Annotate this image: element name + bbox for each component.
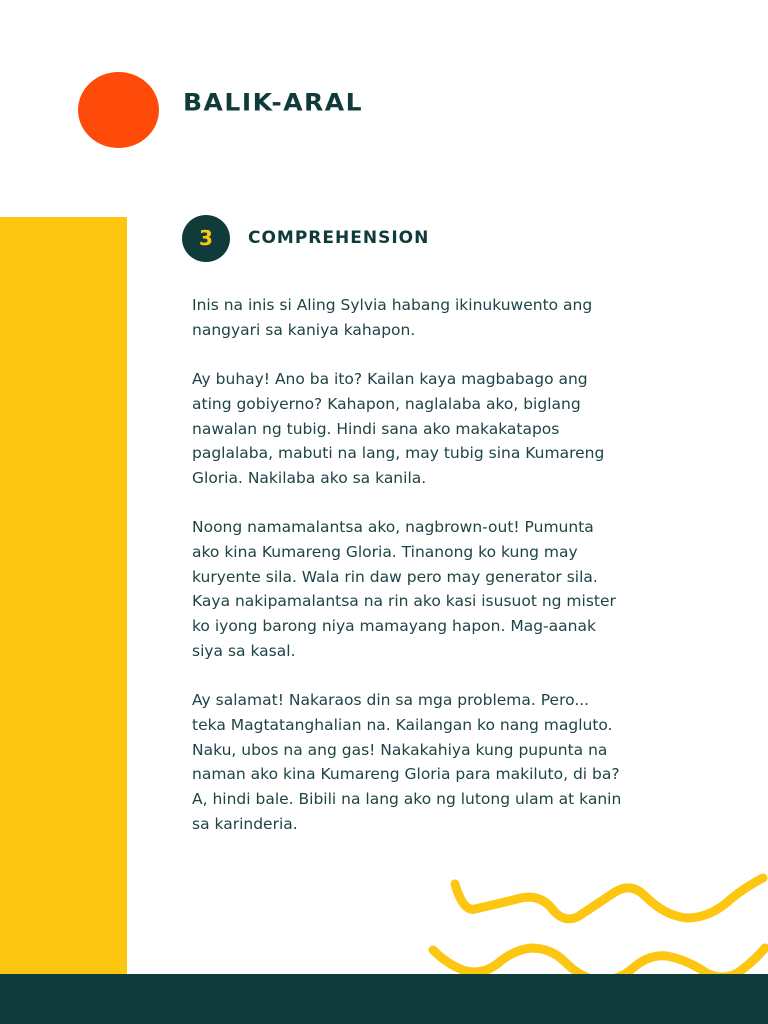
page-title: BALIK-ARAL	[183, 88, 364, 117]
story-text	[192, 293, 622, 861]
zigzag-wave-top	[455, 878, 763, 919]
paragraph-4: Ay salamat! Nakaraos din sa mga problema. Pero... teka Magtatanghalian na. Kailangan ko nang magluto. Naku, ubos na ang gas! Nakakahiya kung pupunta na naman ako kina Kumareng Gloria para makiluto, di ba? A, hindi bale. Bibili na lang ako ng lutong ulam at kanin sa karinderia.	[192, 691, 622, 833]
footer-band	[0, 974, 768, 1024]
paragraph-3: Noong namamalantsa ako, nagbrown-out! Pumunta ako kina Kumareng Gloria. Tinanong ko kung may kuryente sila. Wala rin daw pero may generator sila. Kaya nakipamalantsa na rin ako kasi isusuot ng mister ko iyong barong niya mamayang hapon. Mag-aanak siya sa kasal.	[192, 518, 616, 660]
paragraph-2: Ay buhay! Ano ba ito? Kailan kaya magbabago ang ating gobiyerno? Kahapon, naglalaba ako, biglang nawalan ng tubig. Hindi sana ako makakatapos paglalaba, mabuti na lang, may tubig sina Kumareng Gloria. Nakilaba ako sa kanila.	[192, 370, 605, 487]
section-number-badge: 3	[182, 215, 230, 262]
yellow-side-bar	[0, 217, 127, 977]
paragraph-1: Inis na inis si Aling Sylvia habang ikinukuwento ang nangyari sa kaniya kahapon.	[192, 296, 593, 339]
orange-circle-decoration	[78, 72, 159, 148]
section-title: COMPREHENSION	[248, 228, 430, 248]
